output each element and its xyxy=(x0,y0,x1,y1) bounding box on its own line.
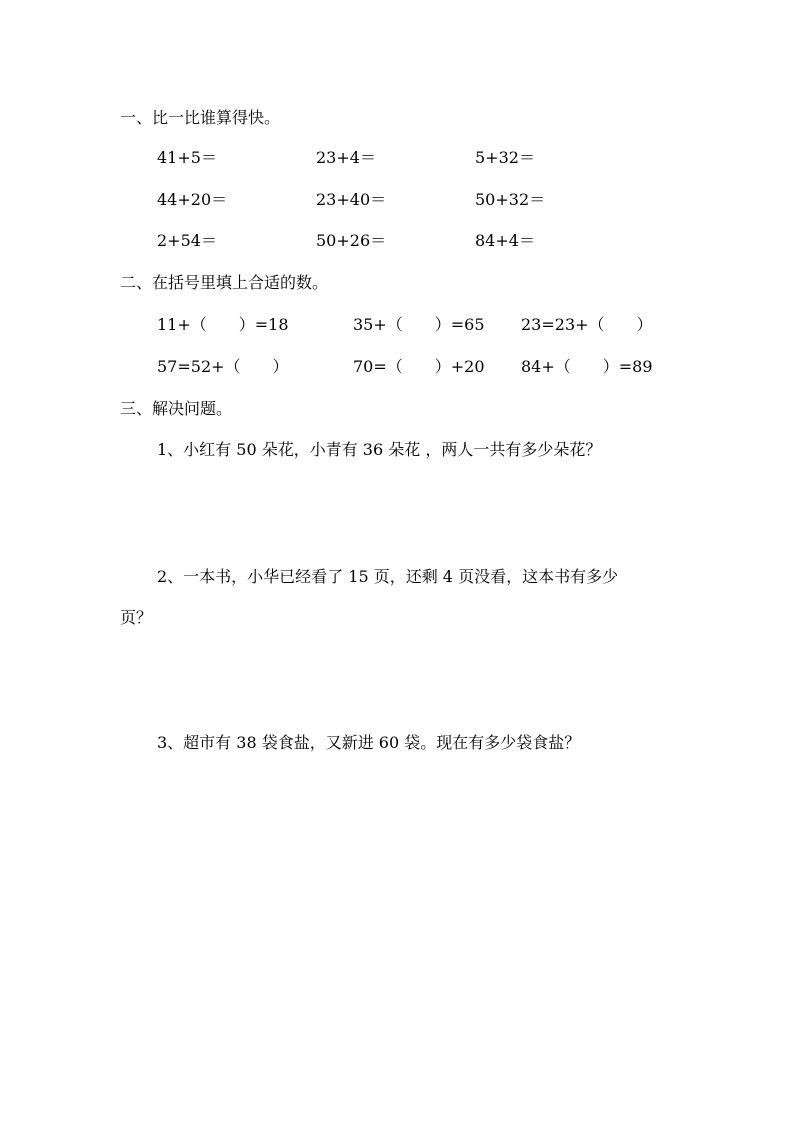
problem-2-line1: 2、一本书，小华已经看了 15 页，还剩 4 页没看，这本书有多少 xyxy=(157,567,619,586)
problem-2-line2: 页？ xyxy=(120,608,153,627)
s2-r2-c1: 57=52+（ ） xyxy=(157,357,289,376)
section2-heading: 二、在括号里填上合适的数。 xyxy=(120,273,329,292)
problem-1: 1、小红有 50 朵花，小青有 36 朵花 ，两人一共有多少朵花？ xyxy=(157,440,602,459)
s1-r1-c1: 41+5＝ xyxy=(157,148,217,167)
s2-r2-c3: 84+（ ）=89 xyxy=(521,357,653,376)
s2-r2-c2: 70=（ ）+20 xyxy=(353,357,485,376)
s1-r1-c2: 23+4＝ xyxy=(316,148,376,167)
s2-r1-c1: 11+（ ）=18 xyxy=(157,315,289,334)
s2-r1-c2: 35+（ ）=65 xyxy=(353,315,485,334)
s1-r1-c3: 5+32＝ xyxy=(475,148,535,167)
section1-heading: 一、比一比谁算得快。 xyxy=(120,108,281,127)
s1-r3-c3: 84+4＝ xyxy=(475,231,535,250)
section3-heading: 三、解决问题。 xyxy=(120,399,233,418)
s2-r1-c3: 23=23+（ ） xyxy=(521,315,653,334)
s1-r2-c2: 23+40＝ xyxy=(316,190,387,209)
s1-r3-c1: 2+54＝ xyxy=(157,231,217,250)
problem-3: 3、超市有 38 袋食盐，又新进 60 袋。现在有多少袋食盐？ xyxy=(157,733,581,752)
s1-r2-c3: 50+32＝ xyxy=(475,190,546,209)
s1-r3-c2: 50+26＝ xyxy=(316,231,387,250)
s1-r2-c1: 44+20＝ xyxy=(157,190,228,209)
